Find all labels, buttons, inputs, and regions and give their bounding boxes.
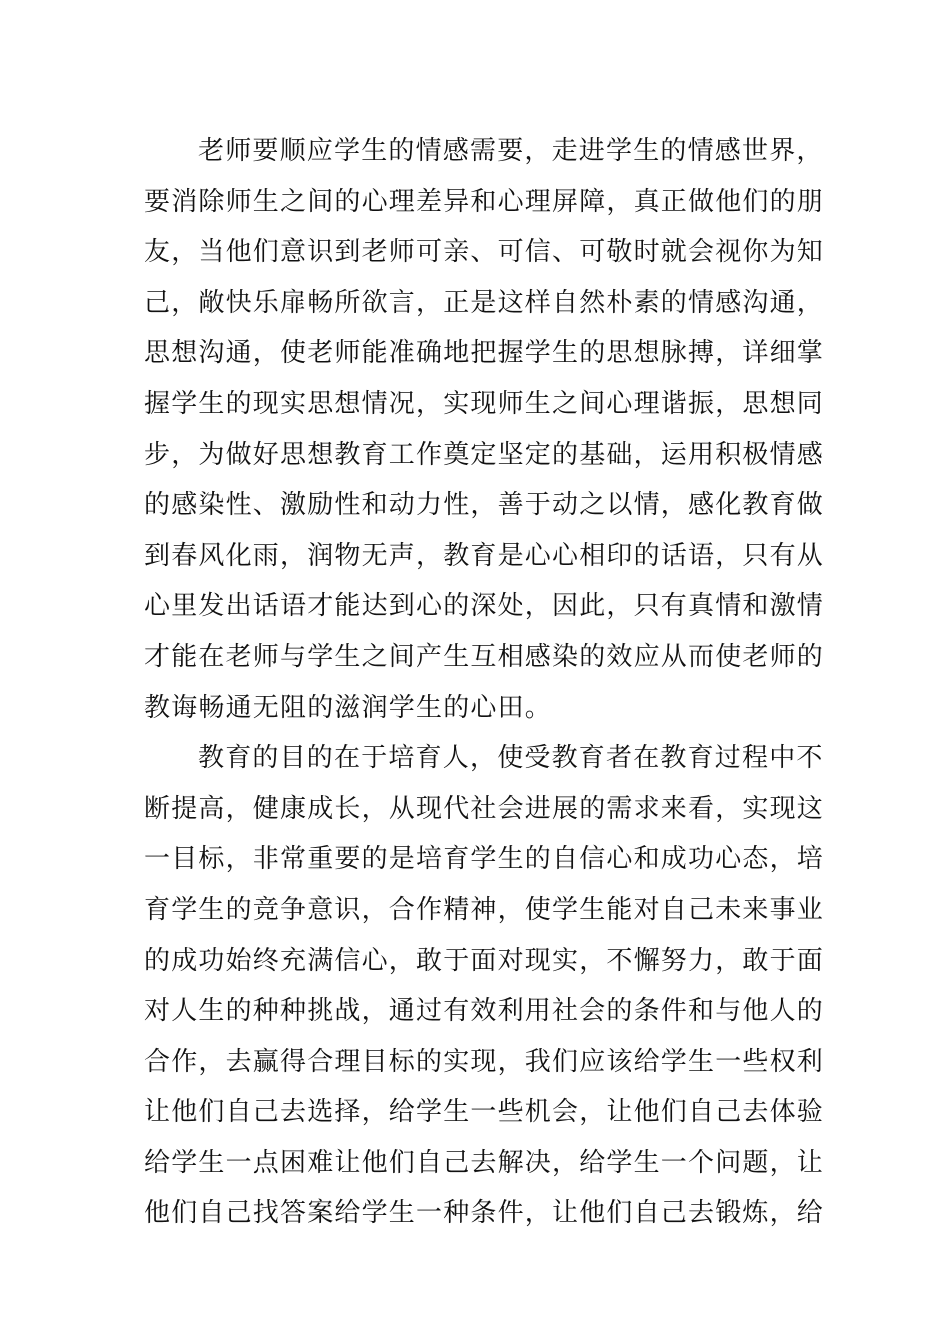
text-line: 老师要顺应学生的情感需要，走进学生的情感世界， bbox=[198, 136, 824, 166]
text-line: 合作，去赢得合理目标的实现，我们应该给学生一些权利 bbox=[144, 1046, 825, 1077]
text-line: 断提高，健康成长，从现代社会进展的需求来看，实现这 bbox=[144, 793, 825, 824]
body-text bbox=[144, 126, 825, 1239]
paragraph-2 bbox=[144, 733, 825, 1239]
text-line: 教育的目的在于培育人，使受教育者在教育过程中不 bbox=[198, 743, 824, 774]
paragraph-1 bbox=[144, 126, 825, 733]
text-line: 对人生的种种挑战，通过有效利用社会的条件和与他人的 bbox=[144, 996, 825, 1027]
text-line: 的感染性、激励性和动力性，善于动之以情，感化教育做 bbox=[144, 490, 825, 521]
text-line: 到春风化雨，润物无声，教育是心心相印的话语，只有从 bbox=[144, 540, 825, 571]
text-line: 育学生的竞争意识，合作精神，使学生能对自己未来事业 bbox=[144, 894, 825, 925]
text-line: 让他们自己去选择，给学生一些机会，让他们自己去体验 bbox=[144, 1097, 825, 1128]
text-line: 他们自己找答案给学生一种条件，让他们自己去锻炼，给 bbox=[144, 1198, 825, 1229]
text-line: 步，为做好思想教育工作奠定坚定的基础，运用积极情感 bbox=[144, 439, 825, 470]
text-line: 心里发出话语才能达到心的深处，因此，只有真情和激情 bbox=[144, 591, 825, 622]
text-line: 要消除师生之间的心理差异和心理屏障，真正做他们的朋 bbox=[144, 186, 825, 217]
text-line: 握学生的现实思想情况，实现师生之间心理谐振，思想同 bbox=[144, 388, 825, 419]
text-line: 的成功始终充满信心，敢于面对现实，不懈努力，敢于面 bbox=[144, 945, 825, 976]
text-line: 给学生一点困难让他们自己去解决，给学生一个问题，让 bbox=[144, 1147, 825, 1178]
text-line: 教诲畅通无阻的滋润学生的心田。 bbox=[144, 692, 553, 723]
text-line: 友，当他们意识到老师可亲、可信、可敬时就会视你为知 bbox=[144, 237, 825, 268]
text-line: 己，敞快乐扉畅所欲言，正是这样自然朴素的情感沟通， bbox=[144, 287, 825, 318]
text-line: 思想沟通，使老师能准确地把握学生的思想脉搏，详细掌 bbox=[144, 338, 825, 369]
text-line: 才能在老师与学生之间产生互相感染的效应从而使老师的 bbox=[144, 641, 825, 672]
text-line: 一目标，非常重要的是培育学生的自信心和成功心态，培 bbox=[144, 844, 825, 875]
